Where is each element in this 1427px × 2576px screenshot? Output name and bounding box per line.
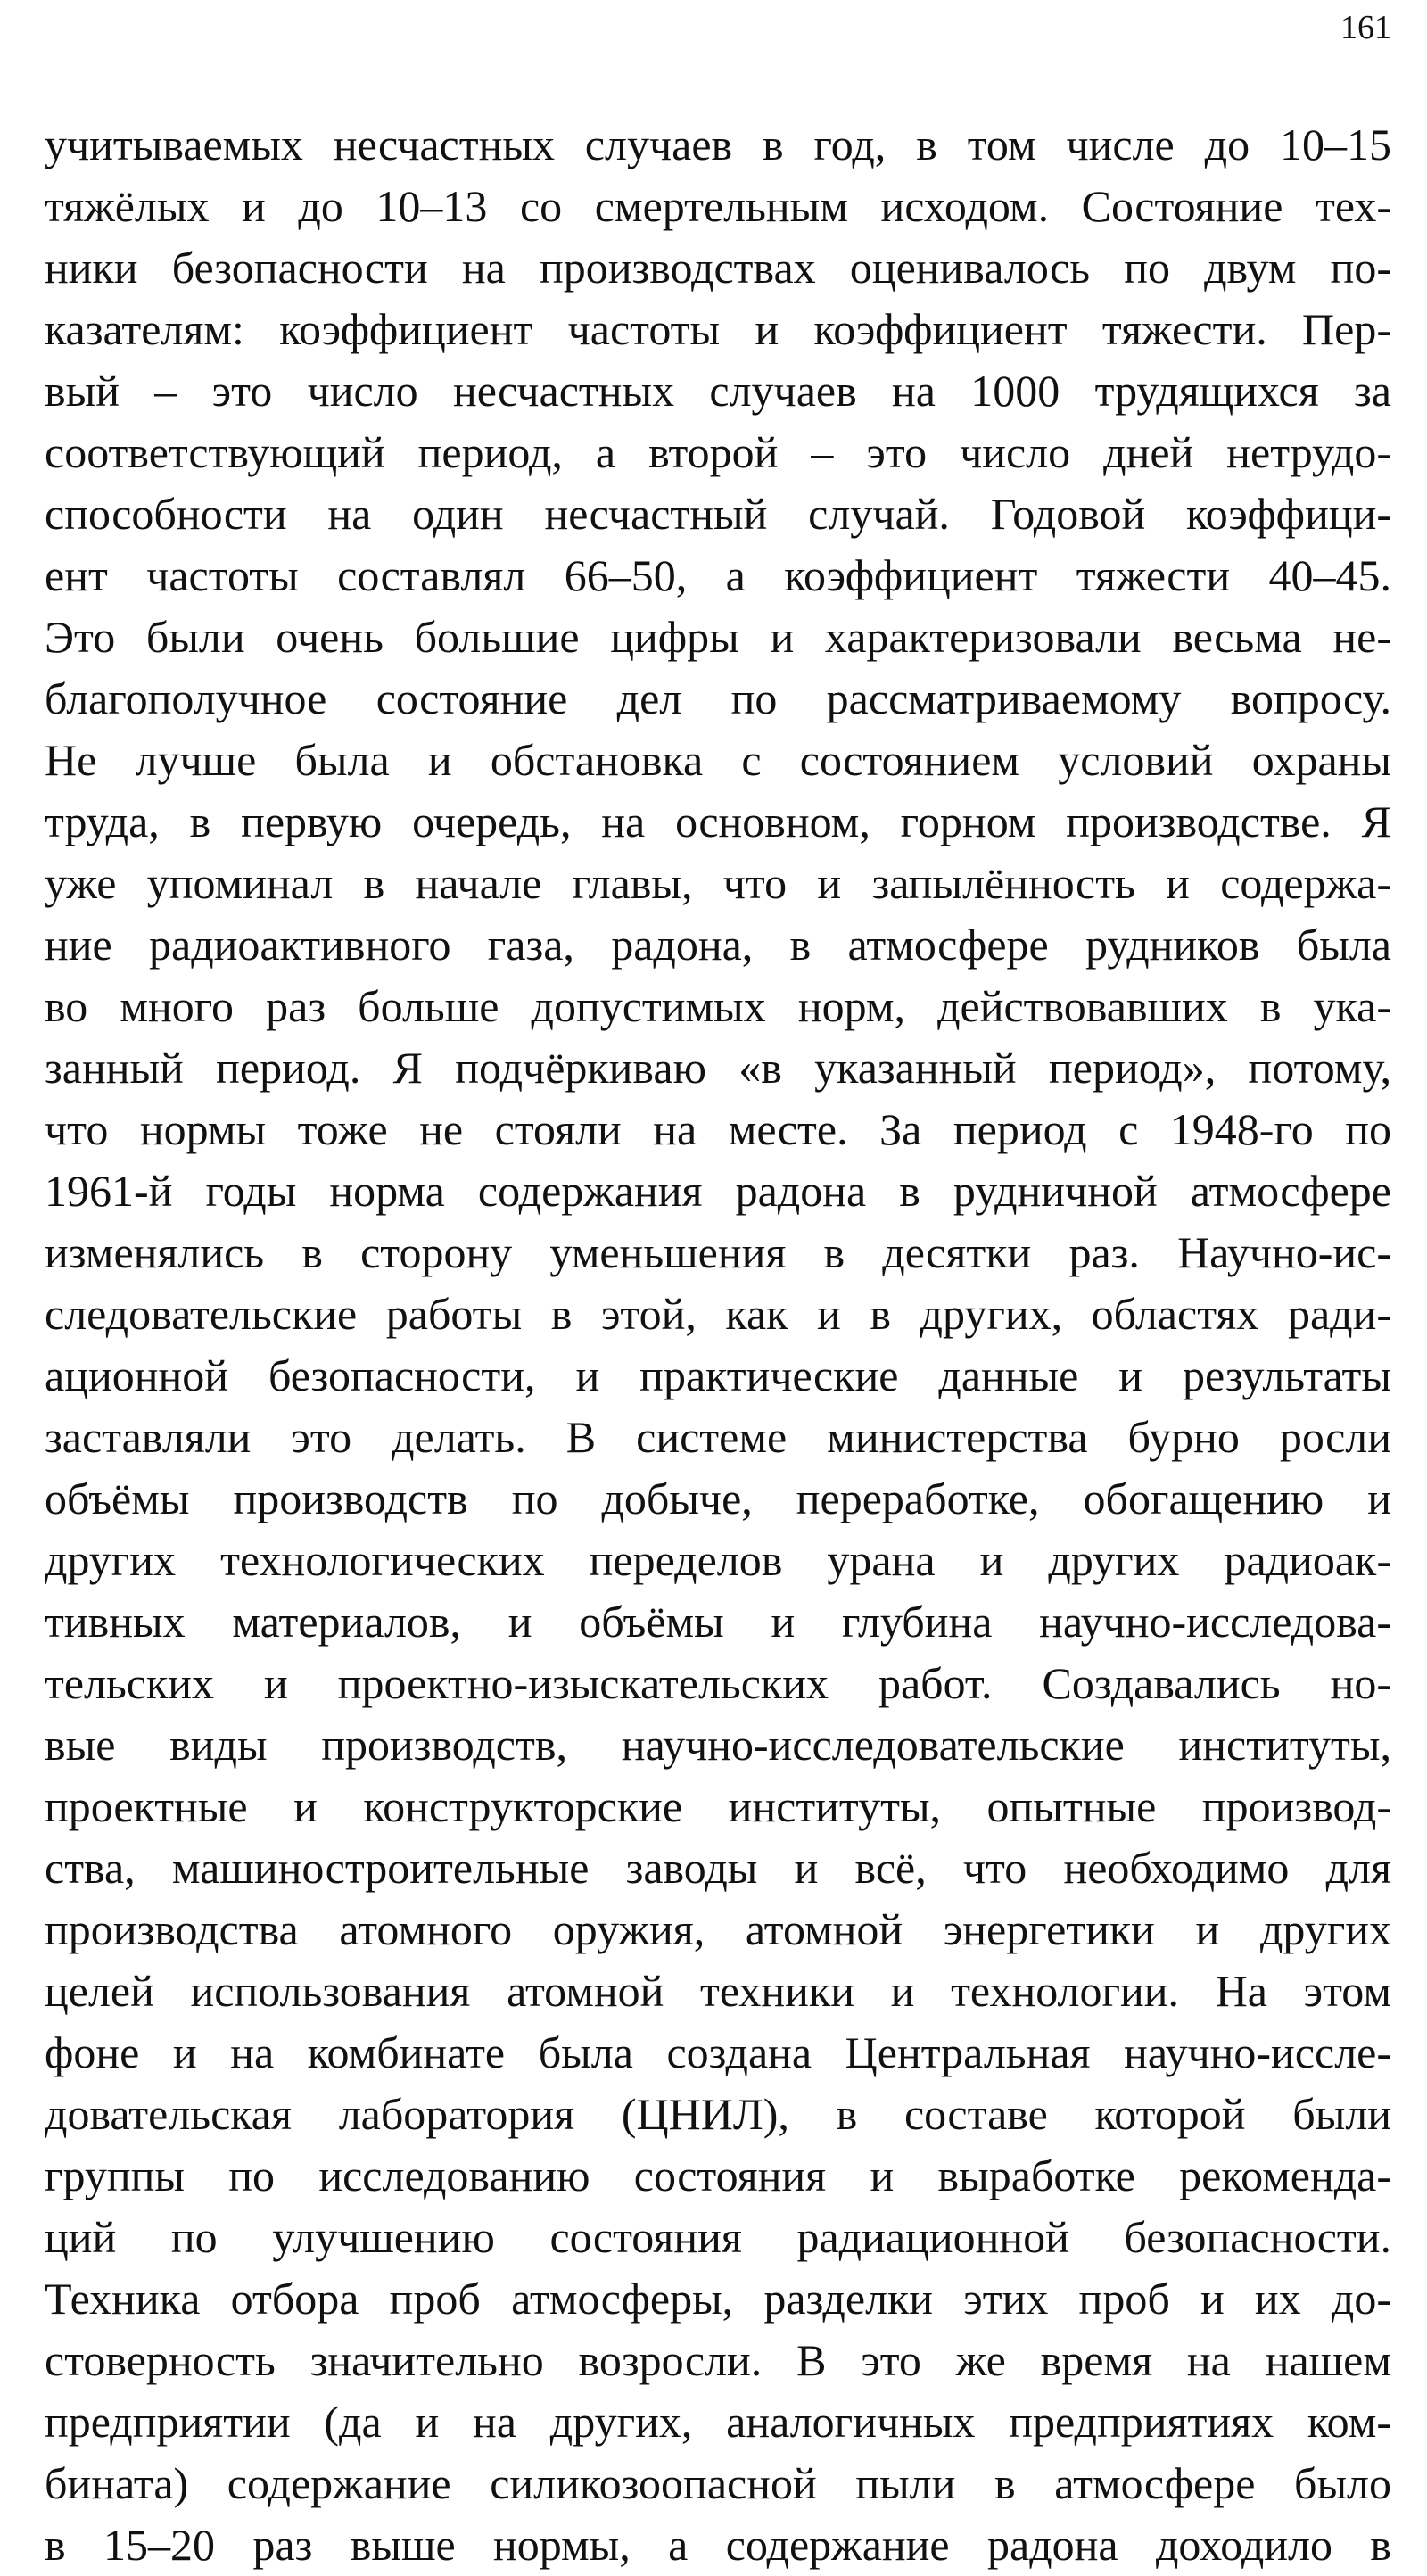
text-line: ние радиоактивного газа, радона, в атмосфере рудников была: [45, 920, 1391, 970]
text-line: ций по улучшению состояния радиационной безопасности.: [45, 2212, 1391, 2262]
text-line: изменялись в сторону уменьшения в десятки раз. Научно-ис-: [45, 1227, 1391, 1277]
text-line: других технологических переделов урана и других радиоак-: [45, 1535, 1391, 1585]
text-line: учитываемых несчастных случаев в год, в том числе до 10–15: [45, 120, 1391, 169]
body-text: [45, 114, 1391, 2576]
text-line: следовательские работы в этой, как и в других, областях ради-: [45, 1289, 1391, 1339]
text-line: благополучное состояние дел по рассматриваемому вопросу.: [45, 673, 1391, 723]
text-line: в 15–20 раз выше нормы, а содержание радона доходило в: [45, 2520, 1391, 2570]
text-line: уже упоминал в начале главы, что и запылённость и содержа-: [45, 858, 1391, 908]
text-line: Это были очень большие цифры и характеризовали весьма не-: [45, 612, 1391, 662]
text-line: заставляли это делать. В системе министерства бурно росли: [45, 1412, 1391, 1462]
text-line: вые виды производств, научно-исследовательские институты,: [45, 1720, 1391, 1770]
text-line: казателям: коэффициент частоты и коэффициент тяжести. Пер-: [45, 304, 1391, 354]
text-line: ства, машиностроительные заводы и всё, что необходимо для: [45, 1843, 1391, 1893]
text-line: фоне и на комбинате была создана Центральная научно-иссле-: [45, 2027, 1391, 2077]
text-line: предприятии (да и на других, аналогичных предприятиях ком-: [45, 2397, 1391, 2447]
page-number: 161: [1340, 9, 1391, 46]
text-line: во много раз больше допустимых норм, действовавших в ука-: [45, 981, 1391, 1031]
text-line: ационной безопасности, и практические данные и результаты: [45, 1350, 1391, 1400]
text-line: что нормы тоже не стояли на месте. За период с 1948-го по: [45, 1104, 1391, 1154]
text-line: целей использования атомной техники и технологии. На этом: [45, 1966, 1391, 2016]
text-line: объёмы производств по добыче, переработке, обогащению и: [45, 1474, 1391, 1523]
text-line: тяжёлых и до 10–13 со смертельным исходом. Состояние тех-: [45, 181, 1391, 231]
text-line: проектные и конструкторские институты, опытные производ-: [45, 1781, 1391, 1831]
text-line: способности на один несчастный случай. Годовой коэффици-: [45, 489, 1391, 539]
text-line: Не лучше была и обстановка с состоянием условий охраны: [45, 735, 1391, 785]
text-line: занный период. Я подчёркиваю «в указанный период», потому,: [45, 1043, 1391, 1093]
text-line: вый – это число несчастных случаев на 1000 трудящихся за: [45, 366, 1391, 416]
text-line: Техника отбора проб атмосферы, разделки этих проб и их до-: [45, 2274, 1391, 2324]
text-line: соответствующий период, а второй – это число дней нетрудо-: [45, 427, 1391, 477]
text-line: труда, в первую очередь, на основном, горном производстве. Я: [45, 797, 1391, 846]
text-line: тельских и проектно-изыскательских работ. Создавались но-: [45, 1658, 1391, 1708]
text-line: ент частоты составлял 66–50, а коэффициент тяжести 40–45.: [45, 550, 1391, 600]
text-line: группы по исследованию состояния и выработке рекоменда-: [45, 2151, 1391, 2200]
text-line: тивных материалов, и объёмы и глубина научно-исследова-: [45, 1597, 1391, 1647]
text-line: бината) содержание силикозоопасной пыли в атмосфере было: [45, 2458, 1391, 2508]
text-line: стоверность значительно возросли. В это же время на нашем: [45, 2335, 1391, 2385]
text-line: довательская лаборатория (ЦНИЛ), в составе которой были: [45, 2089, 1391, 2139]
text-line: производства атомного оружия, атомной энергетики и других: [45, 1904, 1391, 1954]
text-line: ники безопасности на производствах оценивалось по двум по-: [45, 243, 1391, 293]
text-line: 1961-й годы норма содержания радона в рудничной атмосфере: [45, 1166, 1391, 1216]
